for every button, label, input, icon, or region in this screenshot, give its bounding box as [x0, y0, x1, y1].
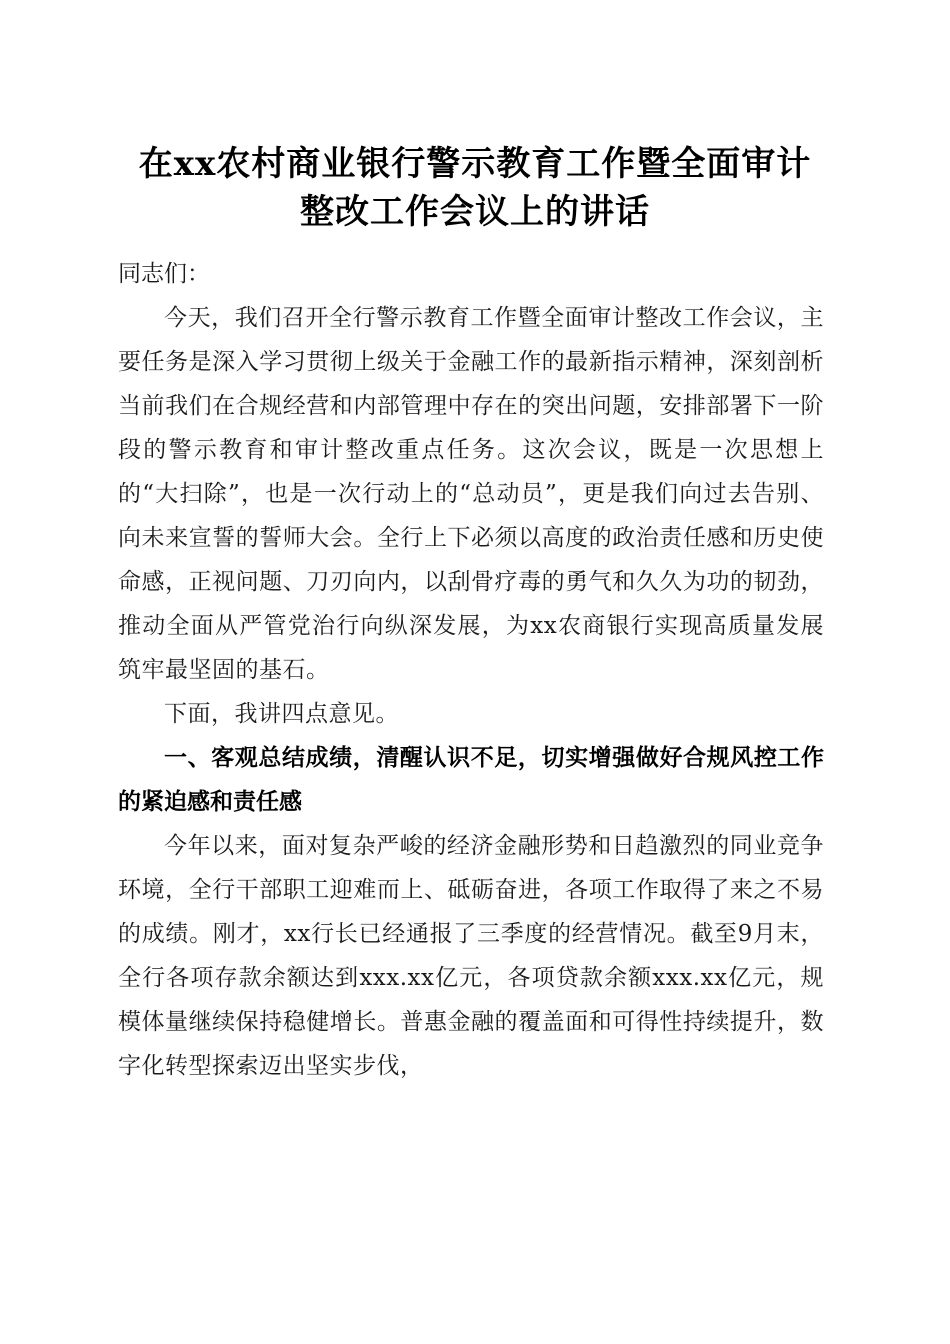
title-line-2: 整改工作会议上的讲话	[300, 192, 650, 232]
document-title	[60, 140, 890, 236]
greeting: 同志们：	[118, 261, 210, 287]
paragraph-outline: 下面，我讲四点意见。	[164, 701, 399, 727]
paragraph-achievements: 今年以来，面对复杂严峻的经济金融形势和日趋激烈的同业竞争环境，全行干部职工迎难而上、砥砺奋进，各项工作取得了来之不易的成绩。刚才，xx行长已经通报了三季度的经营情况。截至9月末，全行各项存款余额达到xxx.xx亿元，各项贷款余额xxx.xx亿元，规模体量继续保持稳健增长。普惠金融的覆盖面和可得性持续提升，数字化转型探索迈出坚实步伐，	[118, 833, 824, 1079]
section-heading-1: 一、客观总结成绩，清醒认识不足，切实增强做好合规风控工作的紧迫感和责任感	[118, 745, 824, 815]
title-line-1: 在xx农村商业银行警示教育工作暨全面审计	[138, 144, 812, 184]
document-body	[118, 252, 824, 1088]
paragraph-intro: 今天，我们召开全行警示教育工作暨全面审计整改工作会议，主要任务是深入学习贯彻上级关于金融工作的最新指示精神，深刻剖析当前我们在合规经营和内部管理中存在的突出问题，安排部署下一阶段的警示教育和审计整改重点任务。这次会议，既是一次思想上的“大扫除”，也是一次行动上的“总动员”，更是我们向过去告别、向未来宣誓的誓师大会。全行上下必须以高度的政治责任感和历史使命感，正视问题、刀刃向内，以刮骨疗毒的勇气和久久为功的韧劲，推动全面从严管党治行向纵深发展，为xx农商银行实现高质量发展筑牢最坚固的基石。	[118, 305, 824, 683]
